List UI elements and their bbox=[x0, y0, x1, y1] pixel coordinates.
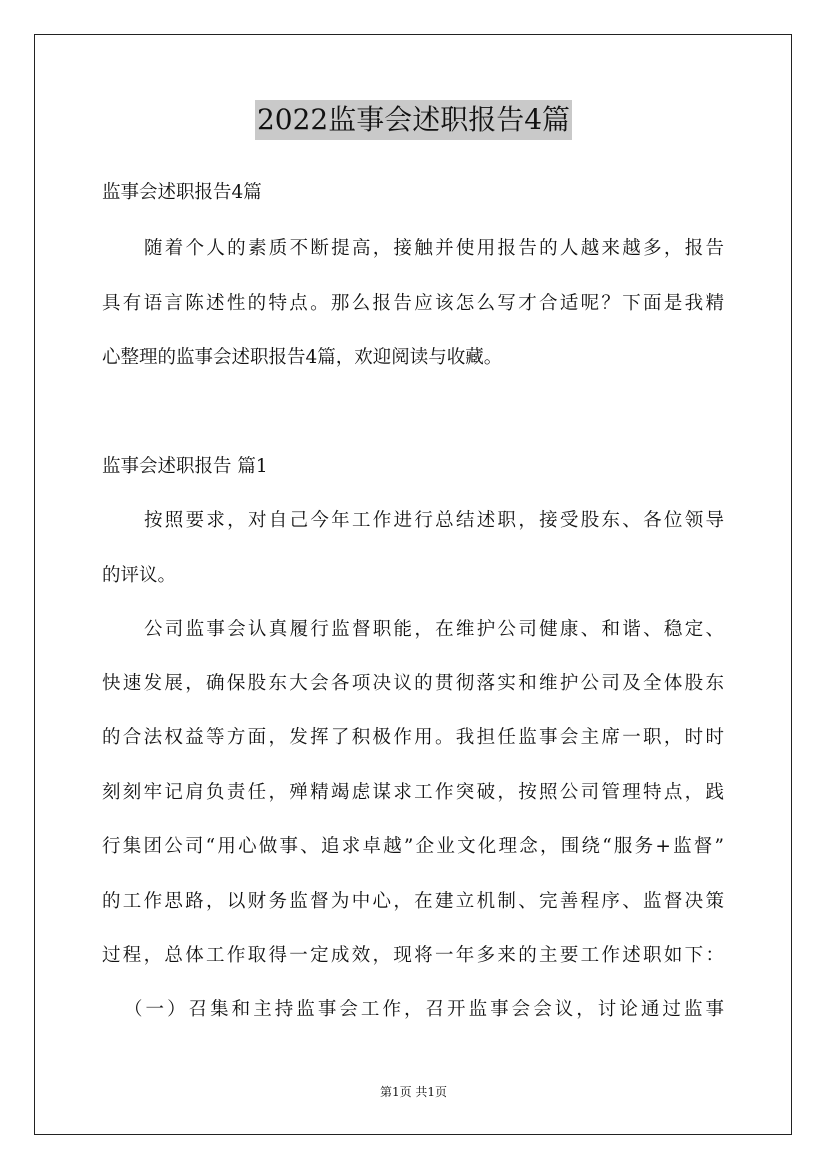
para2-line-4: 刻刻牢记肩负责任，殚精竭虑谋求工作突破，按照公司管理特点，践 bbox=[102, 782, 724, 803]
document-subtitle: 监事会述职报告4篇 bbox=[102, 182, 262, 203]
para2-line-1: 公司监事会认真履行监督职能，在维护公司健康、和谐、稳定、 bbox=[144, 619, 724, 640]
para2-line-2: 快速发展，确保股东大会各项决议的贯彻落实和维护公司及全体股东 bbox=[102, 673, 724, 694]
title-container bbox=[0, 100, 827, 140]
intro-line-2: 具有语言陈述性的特点。那么报告应该怎么写才合适呢？下面是我精 bbox=[102, 293, 724, 314]
intro-line-3: 心整理的监事会述职报告4篇，欢迎阅读与收藏。 bbox=[102, 347, 503, 368]
section-heading: 监事会述职报告 篇1 bbox=[102, 456, 268, 477]
para2-line-5: 行集团公司“用心做事、追求卓越”企业文化理念，围绕“服务+监督” bbox=[102, 836, 724, 857]
page-footer: 第1页 共1页 bbox=[379, 1085, 448, 1099]
para2-line-3: 的合法权益等方面，发挥了积极作用。我担任监事会主席一职，时时 bbox=[102, 727, 724, 748]
document-title: 2022监事会述职报告4篇 bbox=[255, 100, 572, 140]
para1-line-1: 按照要求，对自己今年工作进行总结述职，接受股东、各位领导 bbox=[144, 510, 724, 531]
para1-line-2: 的评议。 bbox=[102, 565, 177, 586]
para2-line-7: 过程，总体工作取得一定成效，现将一年多来的主要工作述职如下： bbox=[102, 945, 724, 966]
para3-line-1: （一）召集和主持监事会工作，召开监事会会议，讨论通过监事 bbox=[124, 999, 724, 1020]
para2-line-6: 的工作思路，以财务监督为中心，在建立机制、完善程序、监督决策 bbox=[102, 891, 724, 912]
intro-line-1: 随着个人的素质不断提高，接触并使用报告的人越来越多，报告 bbox=[144, 238, 724, 259]
